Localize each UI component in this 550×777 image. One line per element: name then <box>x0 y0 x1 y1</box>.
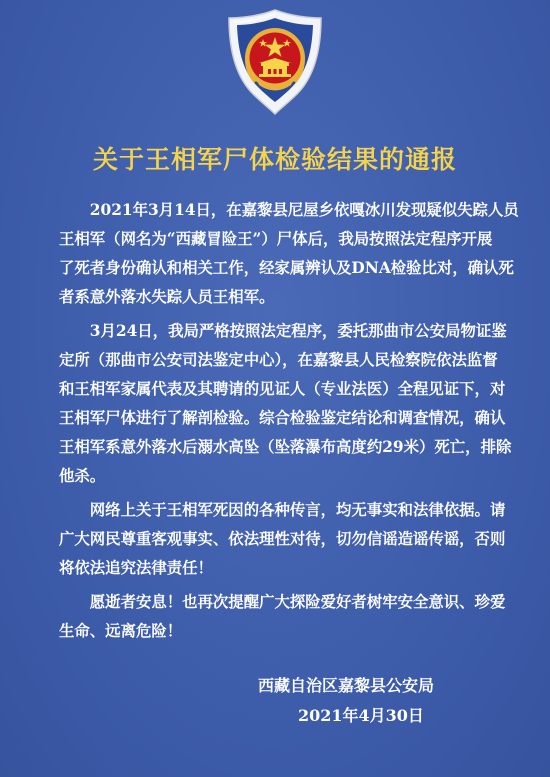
paragraph-2 <box>59 317 512 491</box>
text-line: 者系意外落水失踪人员王相军。 <box>59 288 275 306</box>
paragraph-3 <box>59 496 506 583</box>
text-line: 2021年3月14日，在嘉黎县尼屋乡依嘎冰川发现疑似失踪人员 <box>59 201 519 219</box>
text-line: 生命、远离危险！ <box>59 622 183 640</box>
text-line: 王相军系意外落水后溺水高坠（坠落瀑布高度约29米）死亡，排除 <box>59 438 512 456</box>
text-line: 了死者身份确认和相关工作，经家属辨认及DNA检验比对，确认死 <box>59 259 514 277</box>
notice-title: 关于王相军尸体检验结果的通报 <box>92 145 457 174</box>
text-line: 将依法追究法律责任！ <box>59 559 213 577</box>
text-line: 3月24日，我局严格按照法定程序，委托那曲市公安局物证鉴 <box>59 322 507 340</box>
text-line: 他杀。 <box>59 467 106 485</box>
text-line: 王相军尸体进行了解剖检验。综合检验鉴定结论和调查情况，确认 <box>59 409 506 427</box>
issuing-organization: 西藏自治区嘉黎县公安局 <box>258 676 435 695</box>
police-badge-icon <box>219 6 331 118</box>
text-line: 网络上关于王相军死因的各种传言，均无事实和法律依据。请 <box>59 501 506 519</box>
notice-body <box>59 196 519 646</box>
text-line: 王相军（网名为“西藏冒险王”）尸体后，我局按照法定程序开展 <box>59 230 493 248</box>
text-line: 定所（那曲市公安司法鉴定中心），在嘉黎县人民检察院依法监督 <box>59 351 498 369</box>
issue-date: 2021年4月30日 <box>298 706 424 725</box>
text-line: 和王相军家属代表及其聘请的见证人（专业法医）全程见证下，对 <box>59 380 506 398</box>
text-line: 愿逝者安息！也再次提醒广大探险爱好者树牢安全意识、珍爱 <box>59 593 506 611</box>
text-line: 广大网民尊重客观事实、依法理性对待，切勿信谣造谣传谣，否则 <box>59 530 506 548</box>
signature-block <box>258 671 478 731</box>
paragraph-1 <box>59 196 519 312</box>
paragraph-4 <box>59 588 506 646</box>
